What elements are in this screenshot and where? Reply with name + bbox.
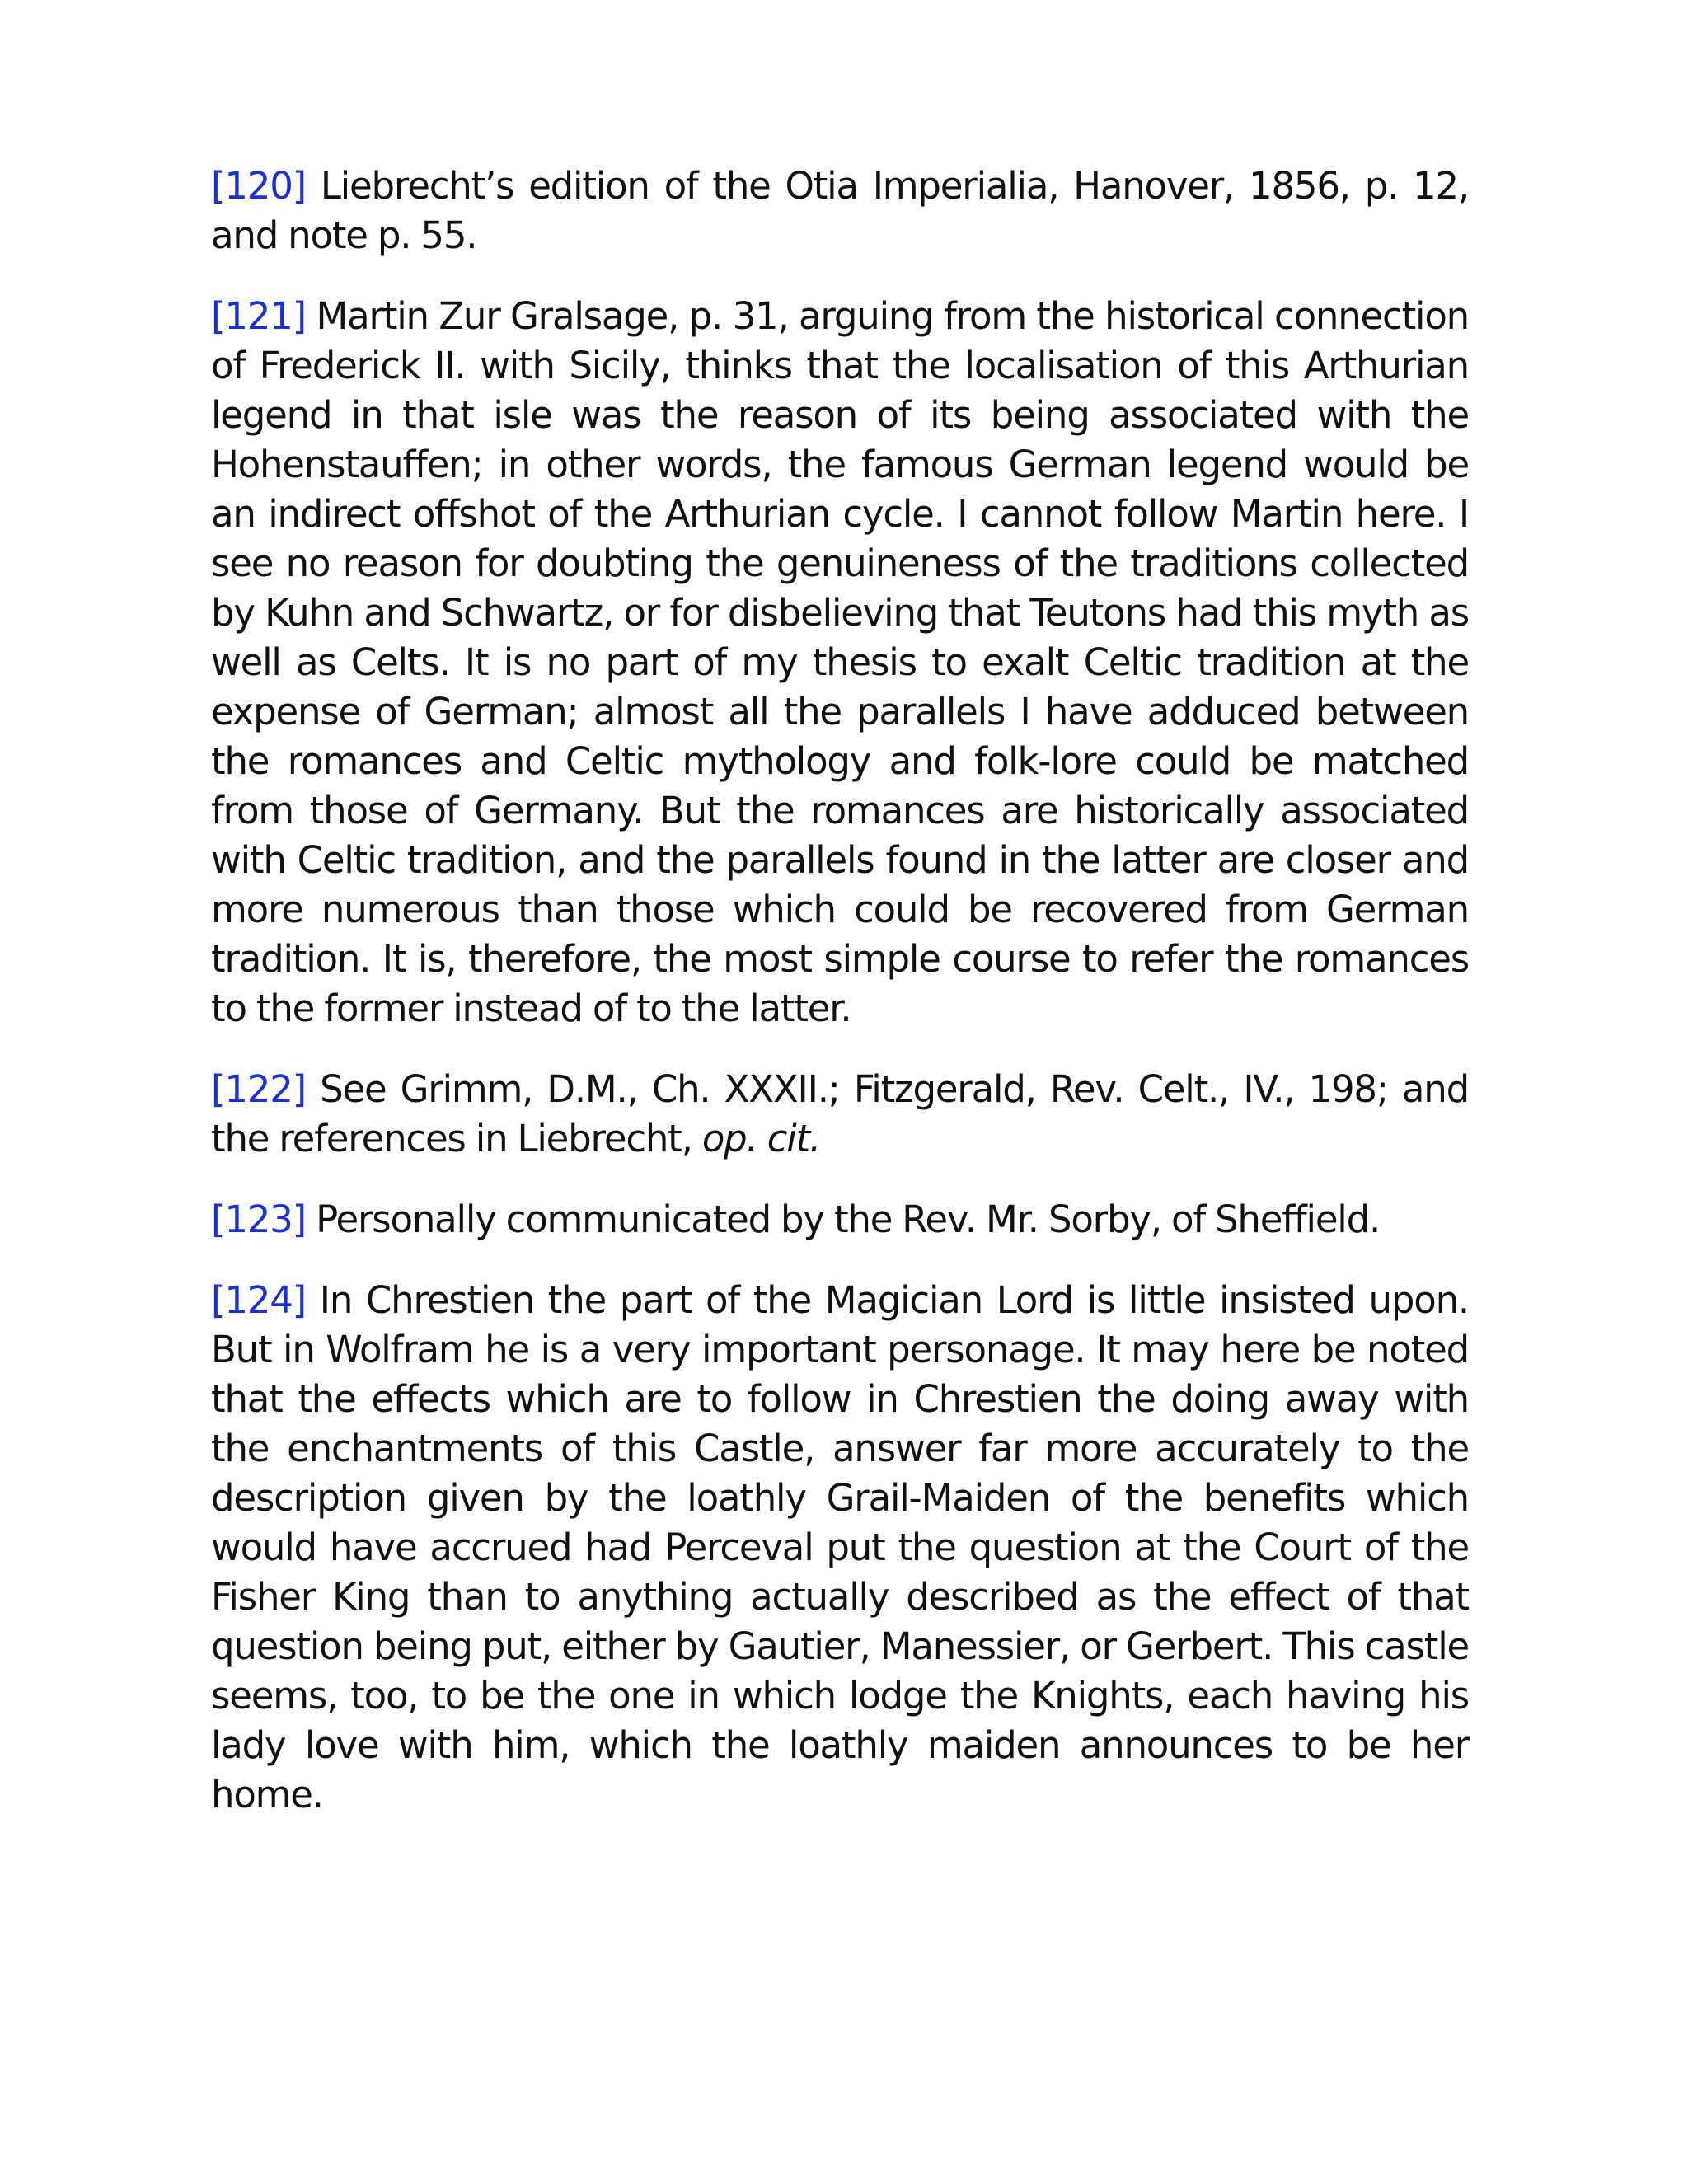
footnote-124	[211, 1276, 1469, 1820]
footnote-122	[211, 1065, 1469, 1164]
footnote-ref-121[interactable]: [121]	[211, 294, 307, 338]
footnote-ref-122[interactable]: [122]	[211, 1067, 307, 1111]
footnote-italic-122: op. cit.	[701, 1117, 821, 1160]
footnote-text-120: Liebrecht’s edition of the Otia Imperialia, Hanover, 1856, p. 12, and note p. 55.	[211, 164, 1469, 257]
footnote-text-124: In Chrestien the part of the Magician Lord is little insisted upon. But in Wolfram he is a very important personage. It may here be noted that the effects which are to follow in Chrestien the doing away with the enchantments of this Castle, answer far more accurately to the description given by the loathly Grail-Maiden of the benefits which would have accrued had Perceval put the question at the Court of the Fisher King than to anything actually described as the effect of that question being put, either by Gautier, Manessier, or Gerbert. This castle seems, too, to be the one in which lodge the Knights, each having his lady love with him, which the loathly maiden announces to be her home.	[211, 1278, 1469, 1816]
footnote-ref-124[interactable]: [124]	[211, 1278, 307, 1322]
footnotes-page	[211, 162, 1469, 1851]
footnote-ref-123[interactable]: [123]	[211, 1197, 307, 1241]
footnote-120	[211, 162, 1469, 260]
footnote-121	[211, 292, 1469, 1033]
footnote-text-123: Personally communicated by the Rev. Mr. Sorby, of Sheffield.	[306, 1197, 1381, 1241]
footnote-text-121: Martin Zur Gralsage, p. 31, arguing from the historical connection of Frederick II. with Sicily, thinks that the localisation of this Arthurian legend in that isle was the reason of its being associated with the Hohenstauffen; in other words, the famous German legend would be an indirect offshot of the Arthurian cycle. I cannot follow Martin here. I see no reason for doubting the genuineness of the traditions collected by Kuhn and Schwartz, or for disbelieving that Teutons had this myth as well as Celts. It is no part of my thesis to exalt Celtic tradition at the expense of German; almost all the parallels I have adduced between the romances and Celtic mythology and folk-lore could be matched from those of Germany. But the romances are historically associated with Celtic tradition, and the parallels found in the latter are closer and more numerous than those which could be recovered from German tradition. It is, therefore, the most simple course to refer the romances to the former instead of to the latter.	[211, 294, 1469, 1030]
footnote-text-122: See Grimm, D.M., Ch. XXXII.; Fitzgerald, Rev. Celt., IV., 198; and the references in Liebrecht,	[211, 1067, 1469, 1160]
footnote-123	[211, 1195, 1469, 1244]
footnote-ref-120[interactable]: [120]	[211, 164, 307, 208]
